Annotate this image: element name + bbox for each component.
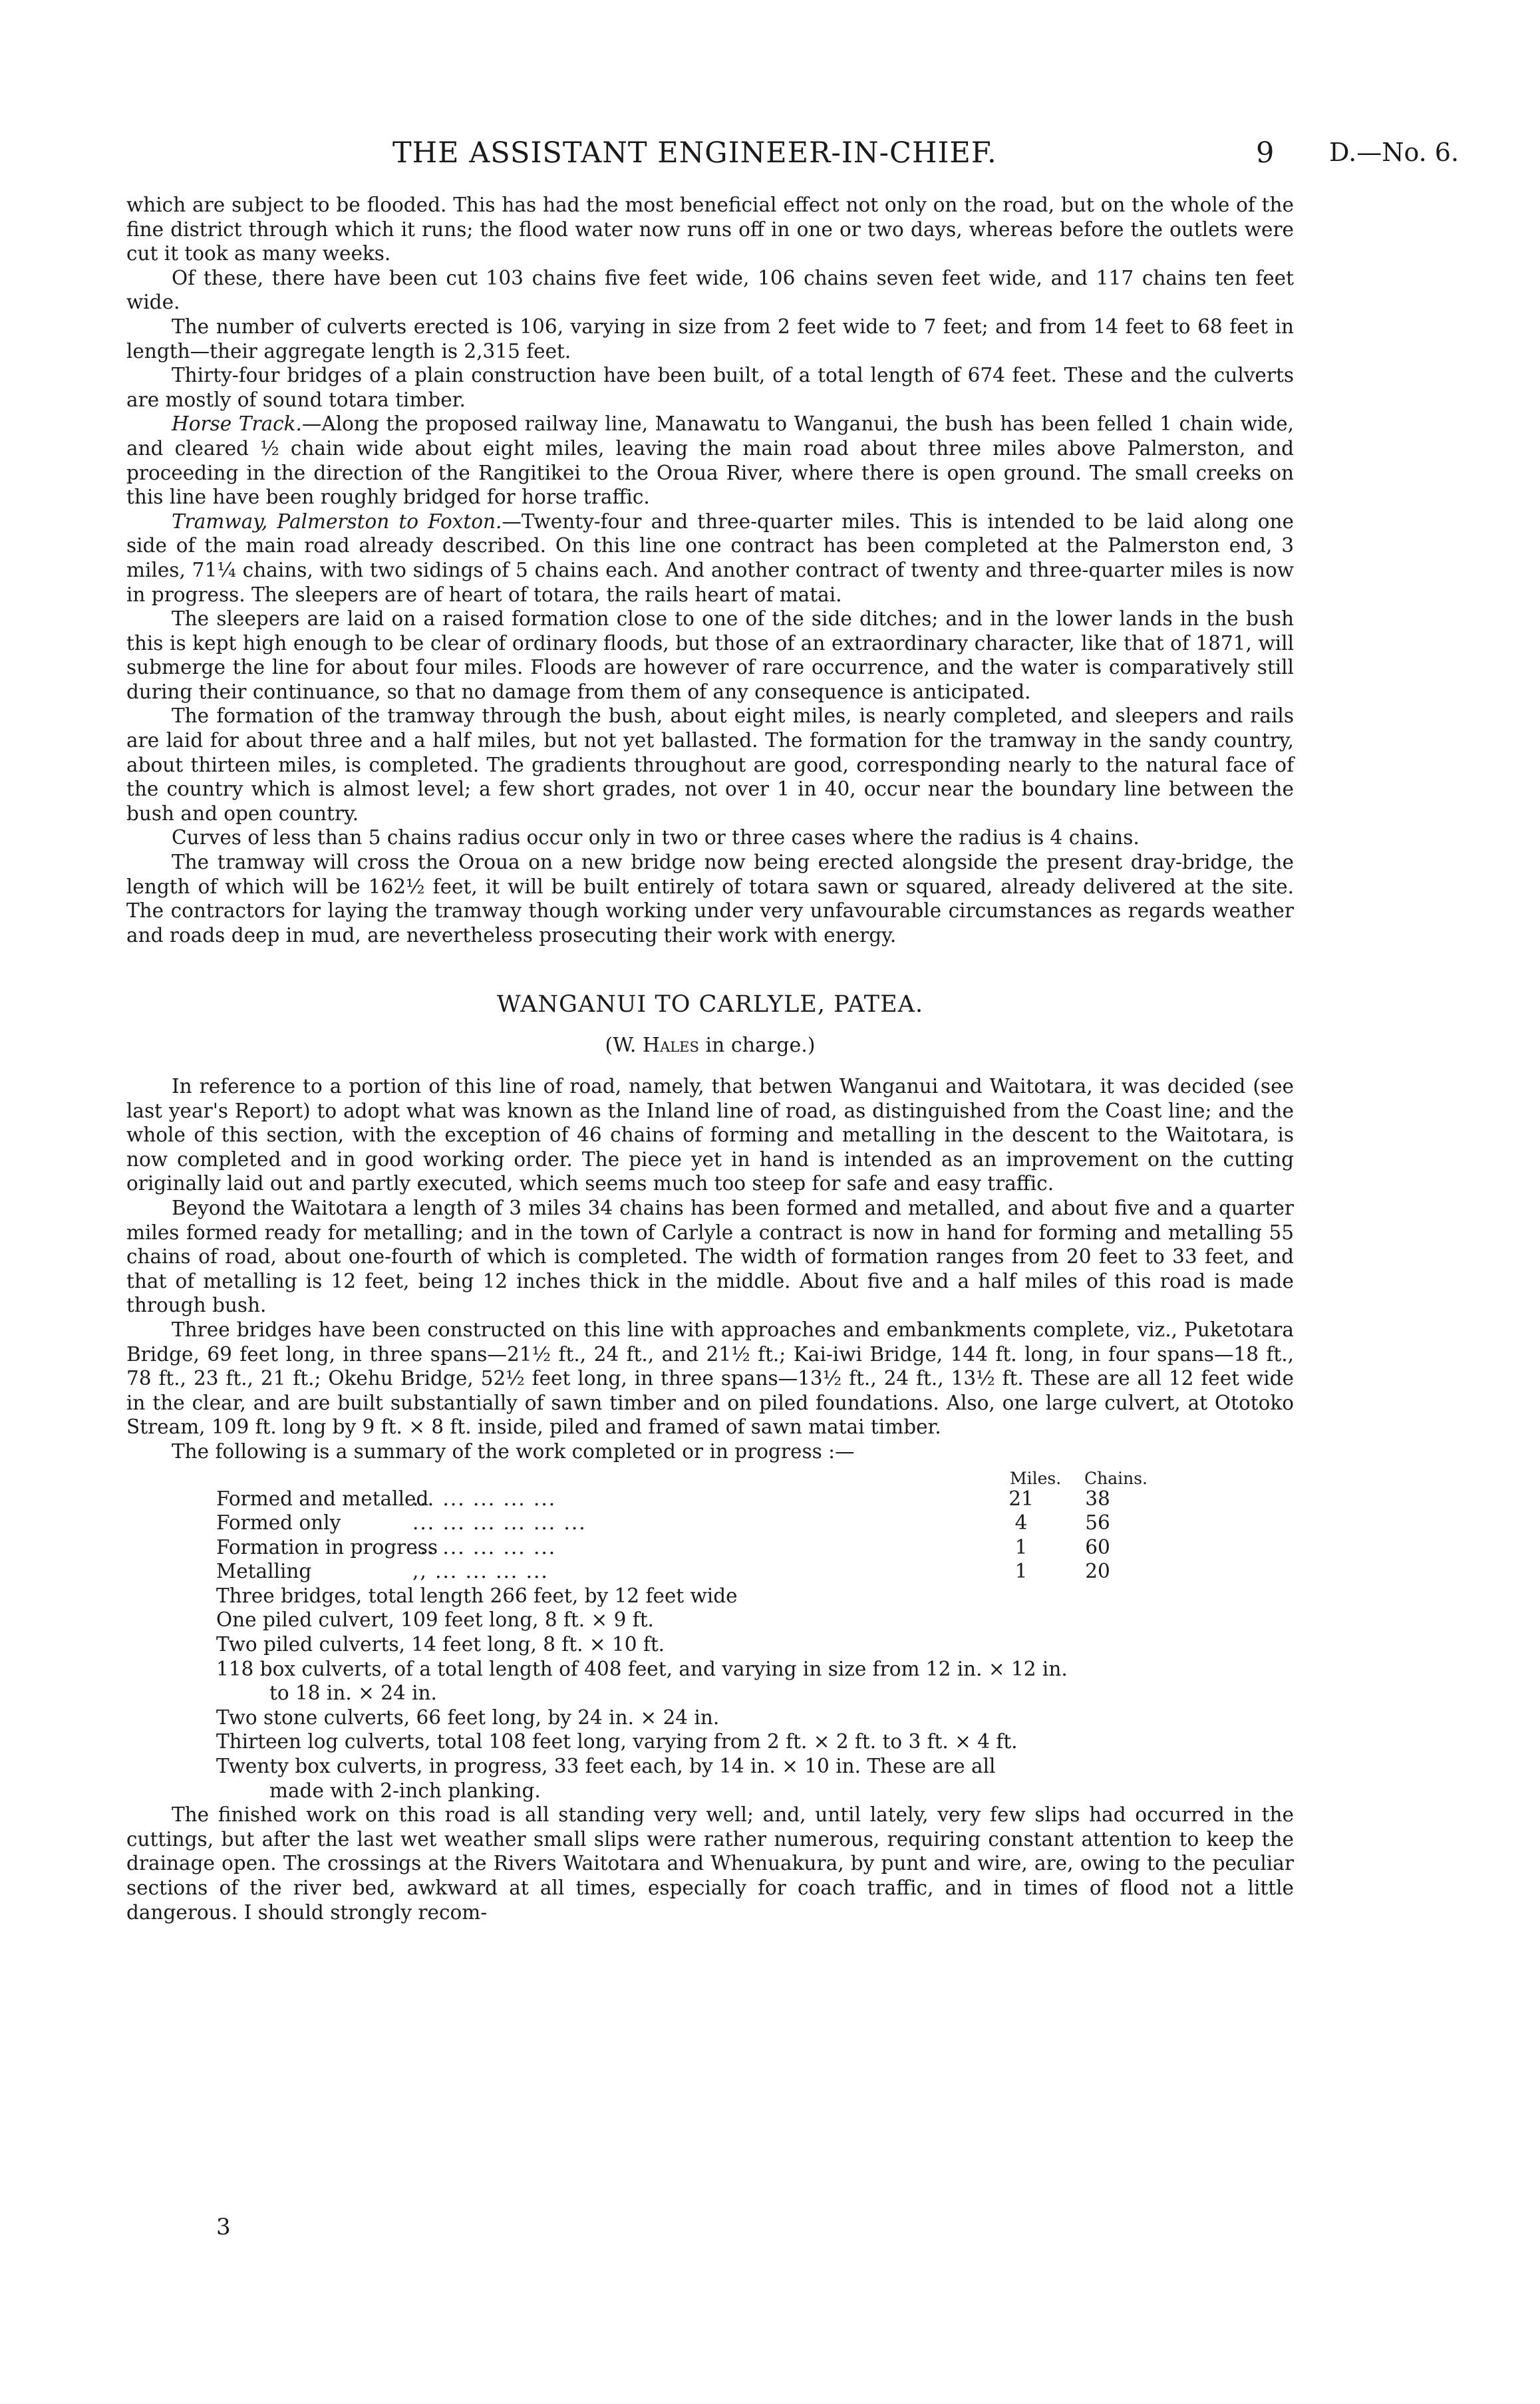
row-chains: 56 bbox=[1085, 1511, 1110, 1535]
paragraph: The formation of the tramway through the bush, about eight miles, is nearly completed, and sleepers and rails are laid for about three and a half miles, but not yet ballasted. The formation for the tramway in the sandy country, about thirteen miles, is completed. The gradients throughout are good, corresponding nearly to the natural face of the country which is almost level; a few short grades, not over 1 in 40, occur near the boundary line between the bush and open country. bbox=[126, 704, 1294, 825]
summary-header bbox=[126, 1465, 1294, 1487]
summary-row bbox=[126, 1559, 1294, 1584]
row-miles: 21 bbox=[1008, 1487, 1034, 1510]
summary-line: Two stone culverts, 66 feet long, by 24 in. × 24 in. bbox=[216, 1706, 720, 1729]
row-label: Formed only bbox=[216, 1511, 341, 1535]
page-number: 9 bbox=[1256, 136, 1275, 170]
row-miles: 1 bbox=[1014, 1560, 1028, 1583]
summary-row bbox=[126, 1535, 1294, 1560]
leader-dots: ,, ... ... ... ... bbox=[412, 1560, 549, 1583]
leader-dots: ... ... ... ... ... ... bbox=[412, 1511, 587, 1535]
paragraph: Of these, there have been cut 103 chains five feet wide, 106 chains seven feet wide, and 117 chains ten feet wide. bbox=[126, 266, 1294, 314]
summary-line: Thirteen log culverts, total 108 feet long, varying from 2 ft. × 2 ft. to 3 ft. × 4 ft. bbox=[216, 1730, 1018, 1753]
summary-table bbox=[126, 1465, 1294, 1803]
summary-line: 118 box culverts, of a total length of 408 feet, and varying in size from 12 in. × 12 in. bbox=[216, 1657, 1068, 1680]
row-label: Formed and metalled bbox=[216, 1487, 429, 1510]
horse-track-title: Horse Track. bbox=[172, 412, 302, 436]
tramway-text: —Twenty-four and three-quarter miles. This is intended to be laid along one side of the main road already described. On this line one contract has been completed at the Palmerston end, 3 miles, 71¼ chains, with two sidings of 5 chains each. And another contract of twenty and three-quarter miles is now in progress. The sleepers are of heart of totara, the rails heart of matai. bbox=[126, 510, 1294, 606]
summary-line-continuation: made with 2-inch planking. bbox=[269, 1779, 541, 1802]
paragraph: The number of culverts erected is 106, varying in size from 2 feet wide to 7 feet; and from 14 feet to 68 feet in length—their aggregate length is 2,315 feet. bbox=[126, 315, 1294, 363]
summary-line: One piled culvert, 109 feet long, 8 ft. × 9 ft. bbox=[216, 1608, 654, 1632]
summary-line: Twenty box culverts, in progress, 33 feet each, by 14 in. × 10 in. These are all bbox=[216, 1755, 996, 1778]
summary-line-continuation: to 18 in. × 24 in. bbox=[269, 1682, 437, 1705]
page-header bbox=[0, 136, 1540, 176]
row-chains: 20 bbox=[1085, 1560, 1110, 1583]
paragraph: Curves of less than 5 chains radius occur only in two or three cases where the radius is 4 chains. bbox=[172, 826, 1140, 849]
paragraph: Beyond the Waitotara a length of 3 miles 34 chains has been formed and metalled, and about five and a quarter miles formed ready for metalling; and in the town of Carlyle a contract is now in hand for forming and metalling 55 chains of road, about one-fourth of which is completed. The width of formation ranges from 20 feet to 33 feet, and that of metalling is 12 feet, being 12 inches thick in the middle. About five and a half miles of this road is made through bush. bbox=[126, 1196, 1294, 1317]
page-body bbox=[126, 193, 1294, 1924]
summary-line: Three bridges, total length 266 feet, by 12 feet wide bbox=[216, 1584, 738, 1607]
closing-paragraph: The finished work on this road is all standing very well; and, until lately, very few slips had occurred in the cuttings, but after the last wet weather small slips were rather numerous, requiring constant attention to keep the drainage open. The crossings at the Rivers Waitotara and Whenuakura, by punt and wire, are, owing to the peculiar sections of the river bed, awkward at all times, especially for coach traffic, and in times of flood not a little dangerous. I should strongly recom- bbox=[126, 1803, 1294, 1924]
tramway-paragraph bbox=[126, 510, 1294, 607]
row-chains: 38 bbox=[1085, 1487, 1110, 1510]
leader-dots: ... ... ... ... ... bbox=[412, 1535, 557, 1559]
document-reference: D.—No. 6. bbox=[1329, 138, 1460, 167]
row-label: Formation in progress bbox=[216, 1535, 438, 1559]
engineer-name: Hales bbox=[642, 1034, 699, 1058]
paragraph: The sleepers are laid on a raised formation close to one of the side ditches; and in the lower lands in the bush this is kept high enough to be clear of ordinary floods, but those of an extraordinary character, like that of 1871, will submerge the line for about four miles. Floods are however of rare occurrence, and the water is comparatively still during their continuance, so that no damage from them of any consequence is anticipated. bbox=[126, 607, 1294, 703]
row-chains: 60 bbox=[1085, 1535, 1110, 1559]
paragraph: The tramway will cross the Oroua on a new bridge now being erected alongside the present dray-bridge, the length of which will be 162½ feet, it will be built entirely of totara sawn or squared, already delivered at the site. The contractors for laying the tramway though working under very unfavourable circumstances as regards weather and roads deep in mud, are nevertheless prosecuting their work with energy. bbox=[126, 851, 1294, 947]
paragraph: In reference to a portion of this line of road, namely, that betwen Wanganui and Waitotara, it was decided (see last year's Report) to adopt what was known as the Inland line of road, as distinguished from the Coast line; and the whole of this section, with the exception of 46 chains of forming and metalling in the descent to the Waitotara, is now completed and in good working order. The piece yet in hand is intended as an improvement on the cutting originally laid out and partly executed, which seems much too steep for safe and easy traffic. bbox=[126, 1075, 1294, 1195]
paragraph: The following is a summary of the work completed or in progress :— bbox=[172, 1439, 855, 1463]
tramway-title: Tramway, Palmerston to Foxton. bbox=[172, 510, 502, 533]
row-miles: 1 bbox=[1014, 1535, 1028, 1559]
paragraph: which are subject to be flooded. This has had the most beneficial effect not only on the road, but on the whole of the fine district through which it runs; the flood water now runs off in one or two days, whereas before the outlets were cut it took as many weeks. bbox=[126, 194, 1294, 265]
subheading-open: (W. bbox=[605, 1034, 643, 1058]
horse-track-text: —Along the proposed railway line, Manawatu to Wanganui, the bush has been felled 1 chain wide, and cleared ½ chain wide about eight miles, leaving the main road about three miles above Palmerston, and proceeding in the direction of the Rangitikei to the Oroua River, where there is open ground. The small creeks on this line have been roughly bridged for horse traffic. bbox=[126, 412, 1294, 509]
column-chains: Chains. bbox=[1084, 1468, 1148, 1488]
row-miles: 4 bbox=[1014, 1511, 1028, 1535]
section-heading: WANGANUI TO CARLYLE, PATEA. bbox=[496, 991, 924, 1018]
paragraph: Three bridges have been constructed on this line with approaches and embankments complete, viz., Puketotara Bridge, 69 feet long, in three spans—21½ ft., 24 ft., and 21½ ft.; Kai-iwi Bridge, 144 ft. long, in four spans—18 ft., 78 ft., 23 ft., 21 ft.; Okehu Bridge, 52½ feet long, in three spans—13½ ft., 24 ft., 13½ ft. These are all 12 feet wide in the clear, and are built substantially of sawn timber and on piled foundations. Also, one large culvert, at Ototoko Stream, 109 ft. long by 9 ft. × 8 ft. inside, piled and framed of sawn matai timber. bbox=[126, 1318, 1294, 1439]
summary-row bbox=[126, 1487, 1294, 1511]
paragraph: Thirty-four bridges of a plain construction have been built, of a total length of 674 feet. These and the culverts are mostly of sound totara timber. bbox=[126, 364, 1294, 411]
row-label: Metalling bbox=[216, 1560, 312, 1583]
section-subheading bbox=[126, 1034, 1294, 1058]
summary-row bbox=[126, 1511, 1294, 1535]
leader-dots: ... ... ... ... ... bbox=[412, 1487, 557, 1510]
horse-track-paragraph bbox=[126, 412, 1294, 509]
column-miles: Miles. bbox=[1010, 1468, 1062, 1488]
subheading-close: in charge.) bbox=[698, 1034, 816, 1058]
summary-line: Two piled culverts, 14 feet long, 8 ft. × 10 ft. bbox=[216, 1633, 665, 1656]
signature-number: 3 bbox=[216, 2214, 231, 2240]
running-title: THE ASSISTANT ENGINEER-IN-CHIEF. bbox=[392, 136, 997, 170]
